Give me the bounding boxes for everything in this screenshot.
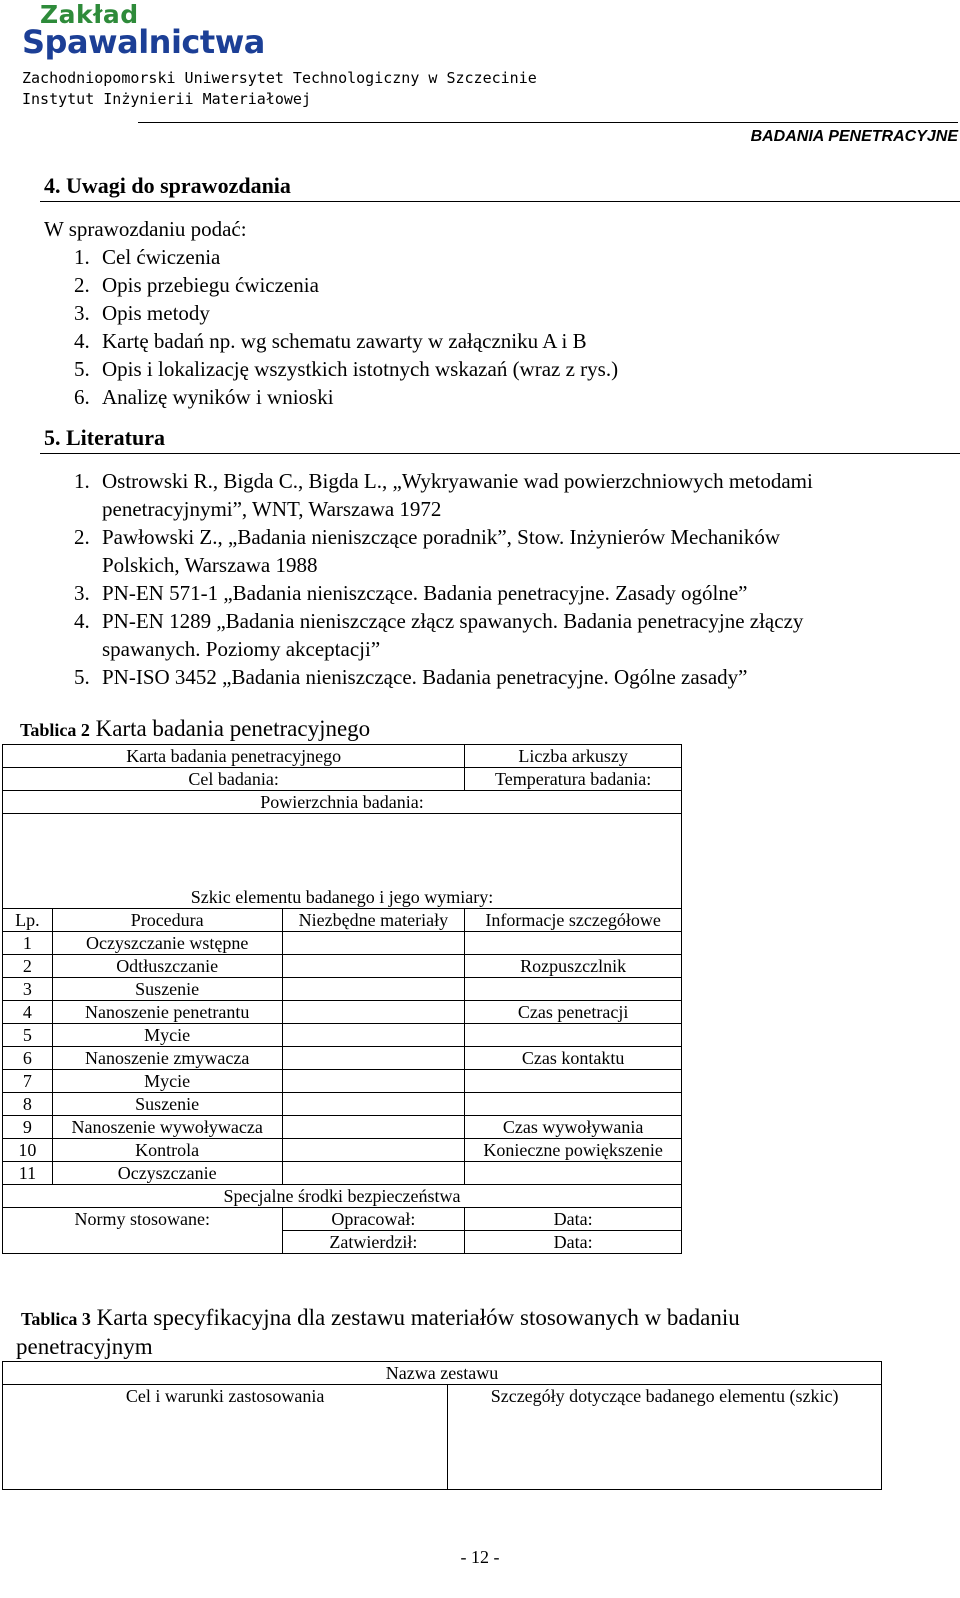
materials-cell (282, 1139, 465, 1162)
lp-cell: 10 (3, 1139, 53, 1162)
procedure-cell: Nanoszenie penetrantu (52, 1001, 282, 1024)
material-spec-table (2, 1361, 882, 1490)
table-2-label: Tablica 2 (20, 720, 90, 740)
list-item: 5. Opis i lokalizację wszystkich istotnych wskazań (wraz z rys.) (74, 357, 619, 381)
materials-cell (282, 1162, 465, 1185)
list-item: 5. PN-ISO 3452 „Badania nieniszczące. Badania penetracyjne. Ogólne zasady” (74, 665, 748, 689)
table-3-title: Karta specyfikacyjna dla zestawu materiałów stosowanych w badaniu penetracyjnym (16, 1305, 740, 1359)
materials-cell (282, 1093, 465, 1116)
table-row (3, 1139, 682, 1162)
section-4-heading: 4. Uwagi do sprawozdania (44, 173, 291, 198)
list-item: 1. Ostrowski R., Bigda C., Bigda L., „Wykryawanie wad powierzchniowych metodami penetracyjnymi”, WNT, Warszawa 1972 (74, 469, 813, 521)
card-title-cell: Karta badania penetracyjnego (3, 745, 465, 768)
procedure-cell: Suszenie (52, 978, 282, 1001)
table-row (3, 1024, 682, 1047)
materials-cell (282, 1047, 465, 1070)
details-cell: Rozpuszczlnik (465, 955, 682, 978)
section-4-divider (40, 201, 960, 202)
table-row (3, 791, 682, 814)
table-row (3, 1001, 682, 1024)
table-row (3, 1362, 882, 1385)
procedure-cell: Nanoszenie zmywacza (52, 1047, 282, 1070)
materials-cell (282, 955, 465, 978)
details-cell: Czas wywoływania (465, 1116, 682, 1139)
lp-cell: 2 (3, 955, 53, 978)
details-cell: Czas penetracji (465, 1001, 682, 1024)
table-row (3, 1162, 682, 1185)
details-cell (465, 978, 682, 1001)
details-cell (465, 932, 682, 955)
institution-text (22, 68, 537, 110)
materials-cell (282, 1070, 465, 1093)
set-name-cell: Nazwa zestawu (3, 1362, 882, 1385)
lp-cell: 5 (3, 1024, 53, 1047)
lp-cell: 1 (3, 932, 53, 955)
section-5-divider (40, 453, 960, 454)
details-cell (465, 1093, 682, 1116)
lp-cell: 3 (3, 978, 53, 1001)
sheet-count-cell: Liczba arkuszy (465, 745, 682, 768)
sketch-cell: Szkic elementu badanego i jego wymiary: (3, 814, 682, 909)
materials-cell (282, 1024, 465, 1047)
procedure-cell: Mycie (52, 1070, 282, 1093)
table-row (3, 1385, 882, 1490)
list-item: 2. Pawłowski Z., „Badania nieniszczące poradnik”, Stow. Inżynierów Mechaników Polskich, Warszawa 1988 (74, 525, 781, 577)
list-item: 4. PN-EN 1289 „Badania nieniszczące złącz spawanych. Badania penetracyjne złączy spawanych. Poziomy akceptacji” (74, 609, 804, 661)
column-header: Informacje szczegółowe (465, 909, 682, 932)
lp-cell: 9 (3, 1116, 53, 1139)
table-row (3, 1047, 682, 1070)
table-3-label: Tablica 3 (21, 1309, 91, 1329)
procedure-cell: Kontrola (52, 1139, 282, 1162)
materials-cell (282, 978, 465, 1001)
table-row (3, 1208, 682, 1231)
penetrant-test-card-table (2, 744, 682, 1254)
table-row (3, 932, 682, 955)
list-item: 1. Cel ćwiczenia (74, 245, 221, 269)
details-cell (465, 1024, 682, 1047)
institute-name: Instytut Inżynierii Materiałowej (22, 90, 311, 108)
lp-cell: 6 (3, 1047, 53, 1070)
details-cell (465, 1070, 682, 1093)
table-row (3, 1185, 682, 1208)
table-row (3, 1070, 682, 1093)
list-item: 6. Analizę wyników i wnioski (74, 385, 334, 409)
university-name: Zachodniopomorski Uniwersytet Technologiczny w Szczecinie (22, 69, 537, 87)
date-cell: Data: (465, 1208, 682, 1231)
date-cell: Data: (465, 1231, 682, 1254)
materials-cell (282, 1001, 465, 1024)
table-row (3, 1116, 682, 1139)
temperature-cell: Temperatura badania: (465, 768, 682, 791)
table-2-caption (20, 716, 370, 742)
table-row (3, 814, 682, 909)
procedure-cell: Odtłuszczanie (52, 955, 282, 978)
list-item: 3. PN-EN 571-1 „Badania nieniszczące. Badania penetracyjne. Zasady ogólne” (74, 581, 748, 605)
table-row (3, 1093, 682, 1116)
list-item: 3. Opis metody (74, 301, 210, 325)
section-5-heading: 5. Literatura (44, 425, 165, 450)
conditions-cell: Cel i warunki zastosowania (3, 1385, 448, 1490)
prepared-cell: Opracował: (282, 1208, 465, 1231)
column-header: Lp. (3, 909, 53, 932)
literature-list (74, 467, 854, 691)
lp-cell: 8 (3, 1093, 53, 1116)
approved-cell: Zatwierdził: (282, 1231, 465, 1254)
procedure-cell: Suszenie (52, 1093, 282, 1116)
details-cell: Czas kontaktu (465, 1047, 682, 1070)
procedure-cell: Oczyszczanie wstępne (52, 932, 282, 955)
header-divider (138, 122, 958, 123)
lp-cell: 11 (3, 1162, 53, 1185)
column-header: Procedura (52, 909, 282, 932)
lp-cell: 4 (3, 1001, 53, 1024)
logo-line-2: Spawalnictwa (22, 23, 265, 61)
procedure-cell: Oczyszczanie (52, 1162, 282, 1185)
page-number: - 12 - (460, 1547, 500, 1567)
surface-cell: Powierzchnia badania: (3, 791, 682, 814)
column-header: Niezbędne materiały (282, 909, 465, 932)
table-row (3, 768, 682, 791)
standards-cell: Normy stosowane: (3, 1208, 283, 1254)
table-row (3, 745, 682, 768)
details-cell (465, 1162, 682, 1185)
report-items-list (74, 243, 618, 411)
procedure-cell: Mycie (52, 1024, 282, 1047)
header-title: BADANIA PENETRACYJNE (750, 128, 958, 145)
table-header-row (3, 909, 682, 932)
safety-cell: Specjalne środki bezpieczeństwa (3, 1185, 682, 1208)
list-item: 4. Kartę badań np. wg schematu zawarty w załączniku A i B (74, 329, 587, 353)
table-row (3, 955, 682, 978)
logo-line-1: Zakład (40, 0, 139, 29)
materials-cell (282, 932, 465, 955)
materials-cell (282, 1116, 465, 1139)
lp-cell: 7 (3, 1070, 53, 1093)
section-4-intro: W sprawozdaniu podać: (44, 217, 247, 241)
table-3-caption (16, 1304, 836, 1361)
table-row (3, 978, 682, 1001)
list-item: 2. Opis przebiegu ćwiczenia (74, 273, 319, 297)
details-cell: Konieczne powiększenie (465, 1139, 682, 1162)
purpose-cell: Cel badania: (3, 768, 465, 791)
table-2-title: Karta badania penetracyjnego (95, 716, 371, 741)
procedure-cell: Nanoszenie wywoływacza (52, 1116, 282, 1139)
element-details-cell: Szczegóły dotyczące badanego elementu (szkic) (448, 1385, 882, 1490)
